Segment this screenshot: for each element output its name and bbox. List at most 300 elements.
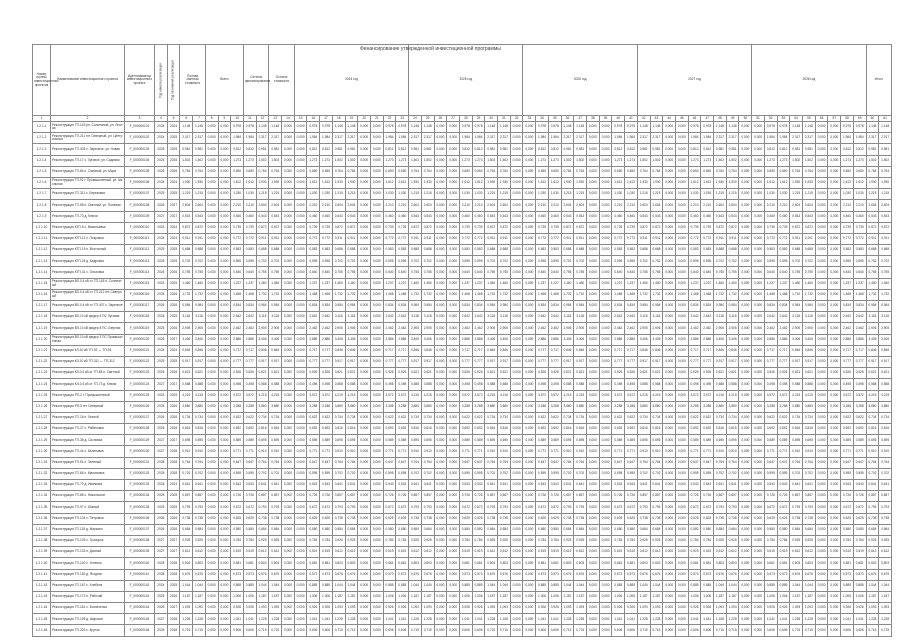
table-cell: 1,044 <box>256 580 269 591</box>
column-number: 1 <box>33 116 51 122</box>
table-cell: F_000000142 <box>125 580 155 591</box>
table-cell: 0,000 <box>599 177 612 188</box>
table-cell: 1,930 <box>866 177 879 188</box>
table-cell: 0,676 <box>409 569 422 580</box>
table-cell: 0,772 <box>548 233 561 244</box>
table-cell: 0,978 <box>243 122 256 133</box>
table-cell: 0,846 <box>561 345 574 356</box>
table-cell: 0,000 <box>815 312 828 323</box>
table-cell: 0,000 <box>294 401 307 412</box>
table-cell: 0,000 <box>599 200 612 211</box>
table-cell: 0,000 <box>828 155 841 166</box>
table-cell: 2,317 <box>269 133 282 144</box>
table-cell: 0,498 <box>536 379 549 390</box>
table-cell: 1,273 <box>548 155 561 166</box>
table-row <box>33 603 892 614</box>
table-cell: 0,692 <box>231 424 244 435</box>
table-cell: 0,000 <box>523 200 536 211</box>
table-cell: 0,000 <box>294 301 307 312</box>
table-cell: 0,000 <box>675 591 688 602</box>
table-cell: 0,000 <box>218 222 231 233</box>
table-cell: 0,812 <box>459 144 472 155</box>
table-cell: 2026 <box>167 323 180 334</box>
table-cell: 0,000 <box>434 446 447 457</box>
table-cell: 2,905 <box>498 323 511 334</box>
table-cell: 1,148 <box>485 122 498 133</box>
table-cell: 0,612 <box>879 547 892 558</box>
table-cell: 0,000 <box>282 480 295 491</box>
table-cell: 0,816 <box>421 424 434 435</box>
table-cell: 0,978 <box>853 122 866 133</box>
table-cell: 0,000 <box>815 122 828 133</box>
table-cell: F_000000103 <box>125 144 155 155</box>
table-cell: 0,000 <box>370 401 383 412</box>
table-cell: 0,000 <box>218 502 231 513</box>
header-cell: 2027 год <box>637 45 751 116</box>
table-cell: 0,872 <box>726 222 739 233</box>
table-cell: 0,000 <box>523 233 536 244</box>
table-cell: 0,000 <box>205 245 218 256</box>
table-cell: 0,872 <box>803 222 816 233</box>
table-cell: 0,000 <box>523 524 536 535</box>
table-cell: 0,702 <box>803 256 816 267</box>
table-cell: 0,688 <box>650 245 663 256</box>
table-cell: 0,784 <box>459 535 472 546</box>
table-cell: 1,187 <box>803 591 816 602</box>
table-cell: 1,237 <box>548 278 561 289</box>
table-row <box>33 334 892 345</box>
table-cell: 0,777 <box>320 356 333 367</box>
table-cell: 0,726 <box>841 491 854 502</box>
table-cell: 0,580 <box>243 524 256 535</box>
table-cell: 0,595 <box>307 468 320 479</box>
table-cell: 0,702 <box>193 468 206 479</box>
table-cell: 0,650 <box>536 166 549 177</box>
table-cell: 0,734 <box>574 412 587 423</box>
table-cell: 0,000 <box>523 580 536 591</box>
table-cell: 0,000 <box>752 412 765 423</box>
table-cell: F_000000121 <box>125 345 155 356</box>
table-cell: F_000000104 <box>125 155 155 166</box>
table-row <box>33 256 892 267</box>
table-cell: 0,000 <box>510 222 523 233</box>
table-cell: 0,846 <box>409 345 422 356</box>
table-cell: 3,288 <box>320 401 333 412</box>
table-cell: 0,702 <box>269 468 282 479</box>
table-cell: 0,688 <box>193 245 206 256</box>
table-cell: 0,000 <box>739 468 752 479</box>
table-cell: 1,468 <box>701 289 714 300</box>
table-cell: 0,715 <box>879 625 892 636</box>
table-cell: 1,273 <box>688 155 701 166</box>
table-cell: 0,000 <box>294 513 307 524</box>
table-cell: 1,006 <box>320 591 333 602</box>
table-cell: 0,672 <box>764 502 777 513</box>
table-cell: 0,717 <box>764 345 777 356</box>
table-cell: 1,215 <box>332 189 345 200</box>
table-cell: 0,000 <box>663 289 676 300</box>
table-cell: 0,676 <box>332 569 345 580</box>
table-cell: 0,777 <box>536 356 549 367</box>
table-cell: 0,000 <box>358 625 371 636</box>
table-cell: 0,000 <box>358 323 371 334</box>
table-cell: 0,715 <box>409 625 422 636</box>
table-cell: 0,573 <box>764 569 777 580</box>
table-cell: 2,210 <box>396 200 409 211</box>
table-cell: 0,688 <box>409 245 422 256</box>
table-cell: 0,764 <box>193 457 206 468</box>
table-cell: 0,000 <box>815 379 828 390</box>
table-cell: 4,215 <box>574 390 587 401</box>
table-cell: 0,000 <box>447 569 460 580</box>
table-cell: 2,642 <box>320 312 333 323</box>
table-cell: 0,543 <box>485 211 498 222</box>
table-cell: 1,041 <box>459 614 472 625</box>
table-cell: 0,000 <box>587 144 600 155</box>
table-cell: 0,621 <box>561 368 574 379</box>
table-cell: 0,573 <box>320 569 333 580</box>
table-cell: 0,000 <box>370 457 383 468</box>
table-row <box>33 468 892 479</box>
table-cell: 0,000 <box>599 155 612 166</box>
table-cell: 1,612 <box>307 177 320 188</box>
column-number: 36 <box>561 116 574 122</box>
table-cell: 0,000 <box>358 513 371 524</box>
table-cell: 0,771 <box>625 446 638 457</box>
table-cell: 0,000 <box>282 312 295 323</box>
table-cell: 0,000 <box>587 245 600 256</box>
table-cell: 0,000 <box>205 401 218 412</box>
table-cell: 0,000 <box>523 614 536 625</box>
table-cell: 0,622 <box>396 412 409 423</box>
table-cell: 0,000 <box>294 144 307 155</box>
project-name-cell: Реконструкция ТП-140 с. Успенка <box>51 558 125 569</box>
table-cell: 0,588 <box>409 379 422 390</box>
table-cell: 0,000 <box>675 301 688 312</box>
table-cell: 0,641 <box>574 480 587 491</box>
table-cell: 0,681 <box>307 558 320 569</box>
table-cell: 0,764 <box>421 166 434 177</box>
table-cell: 0,621 <box>803 368 816 379</box>
table-cell: 0,622 <box>764 412 777 423</box>
table-cell: 0,588 <box>650 379 663 390</box>
table-cell: 0,000 <box>358 222 371 233</box>
table-cell: 0,000 <box>282 267 295 278</box>
table-cell: 0,984 <box>726 301 739 312</box>
table-cell: 2,604 <box>409 200 422 211</box>
table-cell: 1,041 <box>383 614 396 625</box>
table-cell: 1,502 <box>345 155 358 166</box>
table-cell: 0,000 <box>218 547 231 558</box>
table-cell: 0,580 <box>472 524 485 535</box>
table-cell: 0,000 <box>447 614 460 625</box>
table-cell: 2025 <box>155 323 168 334</box>
table-cell: 1,228 <box>269 614 282 625</box>
table-cell: 0,621 <box>879 368 892 379</box>
table-cell: 0,772 <box>625 233 638 244</box>
table-cell: 0,857 <box>269 491 282 502</box>
table-cell: 0,755 <box>498 267 511 278</box>
table-cell: 0,000 <box>218 435 231 446</box>
table-cell: 0,000 <box>370 513 383 524</box>
table-cell: 0,000 <box>663 591 676 602</box>
table-cell: 0,000 <box>282 278 295 289</box>
table-cell: 1.2.1.43 <box>33 591 51 602</box>
table-cell: 0,910 <box>409 446 422 457</box>
table-cell: 0,715 <box>498 625 511 636</box>
table-cell: 0,803 <box>409 558 422 569</box>
table-cell: 2024 <box>167 222 180 233</box>
table-cell: 0,000 <box>282 211 295 222</box>
table-cell: 0,000 <box>587 189 600 200</box>
table-cell: 0,625 <box>243 513 256 524</box>
table-cell: 0,000 <box>752 390 765 401</box>
table-cell: 1,187 <box>345 591 358 602</box>
table-cell: 2027 <box>155 379 168 390</box>
table-cell: 0,000 <box>828 122 841 133</box>
table-row <box>33 401 892 412</box>
table-cell: 0,000 <box>510 435 523 446</box>
table-cell: 1,930 <box>574 177 587 188</box>
table-cell: 0,000 <box>294 502 307 513</box>
table-cell: 0,000 <box>370 356 383 367</box>
table-cell: 1.2.1.12 <box>33 245 51 256</box>
table-cell: 0,000 <box>282 524 295 535</box>
table-cell: 0,000 <box>739 480 752 491</box>
table-cell: 3,406 <box>790 334 803 345</box>
table-cell: 0,755 <box>485 267 498 278</box>
table-cell: 0,984 <box>409 301 422 312</box>
table-cell: 0,000 <box>815 614 828 625</box>
table-cell: 0,000 <box>447 435 460 446</box>
table-cell: 0,573 <box>841 569 854 580</box>
table-cell: 0,000 <box>663 412 676 423</box>
table-cell: 0,595 <box>320 468 333 479</box>
table-cell: 3,572 <box>688 390 701 401</box>
table-cell: 3,880 <box>879 401 892 412</box>
table-cell: 0,000 <box>205 502 218 513</box>
table-cell: 2,905 <box>714 323 727 334</box>
project-name-cell: Реконструкция ТП-405 с. Заречное, ул. Новая <box>51 144 125 155</box>
table-cell: 0,000 <box>828 457 841 468</box>
table-cell: 0,984 <box>866 301 879 312</box>
table-cell: 0,926 <box>841 603 854 614</box>
table-cell: 0,702 <box>485 468 498 479</box>
table-cell: 0,681 <box>231 558 244 569</box>
table-cell: 2,905 <box>180 323 193 334</box>
table-cell: 0,612 <box>409 547 422 558</box>
table-cell: F_000000134 <box>125 491 155 502</box>
table-cell: 0,000 <box>815 412 828 423</box>
column-number: 49 <box>726 116 739 122</box>
table-cell: 0,621 <box>332 368 345 379</box>
table-cell: 0,000 <box>218 144 231 155</box>
table-cell: 0,000 <box>828 513 841 524</box>
table-cell: 0,000 <box>739 144 752 155</box>
table-cell: 0,000 <box>663 356 676 367</box>
table-cell: 0,000 <box>828 345 841 356</box>
table-cell: 0,715 <box>345 625 358 636</box>
table-cell: 0,764 <box>714 457 727 468</box>
table-cell: 2,210 <box>548 200 561 211</box>
table-cell: 0,917 <box>866 356 879 367</box>
table-row <box>33 547 892 558</box>
table-cell: 1.2.1.19 <box>33 323 51 334</box>
table-cell: 0,726 <box>536 491 549 502</box>
table-cell: 0,784 <box>625 535 638 546</box>
table-cell: 1,187 <box>879 591 892 602</box>
table-cell: 0,543 <box>180 211 193 222</box>
table-cell: 0,000 <box>358 245 371 256</box>
table-cell: 3,572 <box>612 390 625 401</box>
table-cell: 0,000 <box>752 312 765 323</box>
table-cell: 0,885 <box>383 580 396 591</box>
table-cell: 0,000 <box>370 245 383 256</box>
table-cell: 0,692 <box>853 424 866 435</box>
table-cell: 0,000 <box>587 301 600 312</box>
table-cell: 0,911 <box>726 233 739 244</box>
table-cell: 0,681 <box>548 558 561 569</box>
table-cell: 1.2.1.10 <box>33 222 51 233</box>
table-cell: 0,772 <box>231 233 244 244</box>
table-cell: 0,726 <box>383 491 396 502</box>
table-cell: 1,044 <box>879 580 892 591</box>
table-cell: 0,580 <box>625 524 638 535</box>
column-number: 60 <box>866 116 879 122</box>
table-cell: 3,880 <box>726 401 739 412</box>
table-cell: 0,595 <box>472 468 485 479</box>
table-cell: 2,604 <box>803 200 816 211</box>
header-cell: 2026 год <box>523 45 637 116</box>
table-cell: 0,000 <box>447 155 460 166</box>
table-cell: 0,543 <box>243 480 256 491</box>
table-cell: 0,702 <box>879 256 892 267</box>
table-cell: 0,621 <box>485 368 498 379</box>
table-cell: 1,930 <box>345 177 358 188</box>
table-cell: F_000000146 <box>125 625 155 636</box>
table-cell: 0,777 <box>231 356 244 367</box>
table-cell: 0,519 <box>612 547 625 558</box>
table-cell: 0,000 <box>663 401 676 412</box>
table-cell: F_000000122 <box>125 356 155 367</box>
table-cell: 0,612 <box>256 547 269 558</box>
table-cell: 0,000 <box>739 368 752 379</box>
table-cell: 0,000 <box>828 289 841 300</box>
table-cell: 2,604 <box>269 200 282 211</box>
table-cell: 0,917 <box>803 356 816 367</box>
table-cell: 0,784 <box>472 535 485 546</box>
table-cell: 0,000 <box>205 591 218 602</box>
table-cell: 0,000 <box>739 256 752 267</box>
table-cell: 0,622 <box>472 412 485 423</box>
table-cell: 0,000 <box>523 625 536 636</box>
table-cell: 0,771 <box>764 446 777 457</box>
document-title: Финансирование утвержденной инвестиционной программы <box>360 46 501 52</box>
table-cell: 0,764 <box>256 166 269 177</box>
table-cell: 0,771 <box>396 446 409 457</box>
table-cell: 0,000 <box>370 547 383 558</box>
table-row <box>33 524 892 535</box>
table-cell: 0,641 <box>269 480 282 491</box>
table-cell: 0,000 <box>523 278 536 289</box>
table-cell: 1,930 <box>561 177 574 188</box>
table-cell: 0,000 <box>599 547 612 558</box>
table-cell: 0,702 <box>498 468 511 479</box>
table-cell: 0,695 <box>332 435 345 446</box>
table-cell: 0,000 <box>752 580 765 591</box>
table-cell: 0,000 <box>587 177 600 188</box>
table-cell: 0,000 <box>434 480 447 491</box>
table-cell: 0,702 <box>409 256 422 267</box>
table-cell: 0,000 <box>510 625 523 636</box>
table-cell: 0,000 <box>828 166 841 177</box>
table-cell: 0,917 <box>256 356 269 367</box>
table-cell: 0,595 <box>764 256 777 267</box>
table-cell: 3,118 <box>498 312 511 323</box>
table-cell: 0,000 <box>218 524 231 535</box>
table-row <box>33 133 892 144</box>
column-number: 33 <box>523 116 536 122</box>
table-cell: 0,984 <box>269 301 282 312</box>
table-cell: 0,784 <box>777 535 790 546</box>
table-cell: 1,732 <box>650 289 663 300</box>
table-cell: 0,595 <box>536 256 549 267</box>
table-cell: 0,589 <box>612 435 625 446</box>
table-cell: 0,692 <box>764 424 777 435</box>
table-cell: 1,984 <box>764 133 777 144</box>
table-cell: 0,000 <box>370 312 383 323</box>
table-cell: 0,857 <box>180 491 193 502</box>
table-cell: 0,000 <box>739 200 752 211</box>
table-cell: 0,676 <box>803 569 816 580</box>
table-cell: F_000000116 <box>125 289 155 300</box>
project-name-cell: Реконструкция ВЛ-0,4 кВ от ТП-145 п. Солнечный <box>51 278 125 289</box>
table-cell: 2,604 <box>726 200 739 211</box>
table-cell: 2,317 <box>345 133 358 144</box>
table-cell: 0,000 <box>663 267 676 278</box>
table-cell: 3,880 <box>409 401 422 412</box>
table-cell: 1,273 <box>243 155 256 166</box>
table-cell: 2,462 <box>472 323 485 334</box>
table-row <box>33 189 892 200</box>
table-cell: 0,000 <box>675 177 688 188</box>
table-cell: 3,118 <box>409 312 422 323</box>
table-cell: 1,148 <box>714 122 727 133</box>
table-cell: 0,580 <box>396 524 409 535</box>
table-cell: 1,732 <box>180 289 193 300</box>
table-cell: 0,000 <box>205 457 218 468</box>
table-cell: 0,589 <box>243 435 256 446</box>
table-cell: 2,210 <box>536 200 549 211</box>
project-name-cell: Реконструкция ТП-44 с. Калиновка <box>51 446 125 457</box>
project-name-cell: Реконструкция РП-5 пгт Северный <box>51 401 125 412</box>
table-cell: 0,000 <box>752 233 765 244</box>
table-cell: 0,000 <box>739 625 752 636</box>
table-cell: 0,000 <box>739 390 752 401</box>
table-cell: 0,000 <box>663 312 676 323</box>
table-cell: 0,000 <box>523 323 536 334</box>
table-cell: 3,406 <box>332 334 345 345</box>
table-cell: 1,237 <box>396 278 409 289</box>
table-cell: 0,764 <box>409 457 422 468</box>
table-cell: 0,595 <box>777 256 790 267</box>
table-cell: 0,910 <box>574 446 587 457</box>
table-cell: 0,625 <box>764 513 777 524</box>
table-cell: 1,732 <box>561 289 574 300</box>
table-cell: 1,093 <box>409 603 422 614</box>
table-cell: 0,726 <box>472 491 485 502</box>
table-cell: 0,672 <box>536 502 549 513</box>
